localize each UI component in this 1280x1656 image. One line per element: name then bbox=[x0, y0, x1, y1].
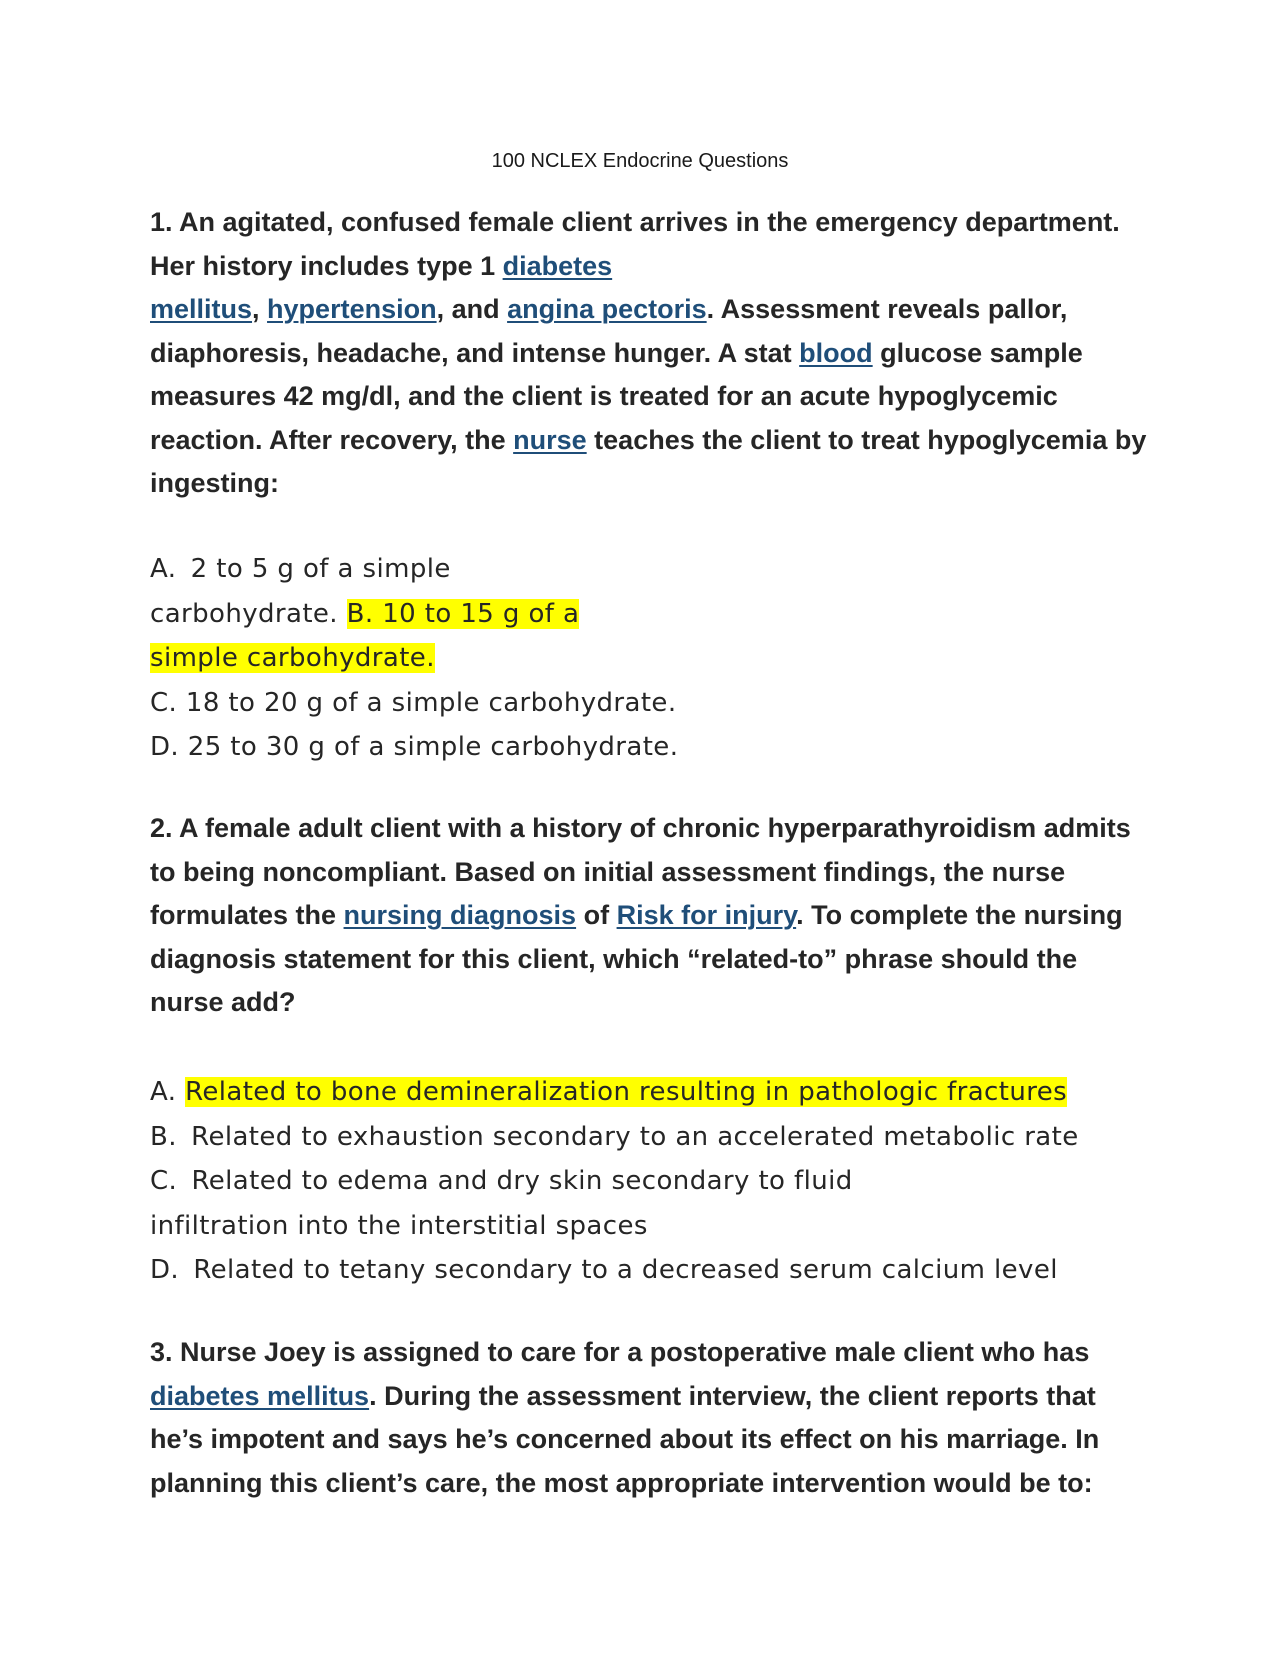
link-angina-pectoris[interactable]: angina pectoris bbox=[507, 294, 707, 324]
question-2-options bbox=[150, 1070, 1150, 1293]
question-2 bbox=[150, 807, 1150, 1025]
question-1 bbox=[150, 201, 1150, 506]
question-3-text-2: . During the assessment interview, the client reports that he’s impotent and says he’s concerned about its effect on his marriage. In planning this client’s care, the most appropriate intervention would be to: bbox=[150, 1380, 1100, 1498]
page-title: 100 NCLEX Endocrine Questions bbox=[491, 150, 789, 172]
option-1a-line-2 bbox=[150, 592, 1150, 637]
option-2b: B. Related to exhaustion secondary to an accelerated metabolic rate bbox=[150, 1121, 1079, 1152]
option-1c: C. 18 to 20 g of a simple carbohydrate. bbox=[150, 687, 677, 718]
option-1d: D. 25 to 30 g of a simple carbohydrate. bbox=[150, 732, 679, 762]
option-2c-line-1: C. Related to edema and dry skin secondary to fluid bbox=[150, 1166, 853, 1196]
link-hypertension[interactable]: hypertension bbox=[267, 294, 437, 324]
option-2a-prefix: A. bbox=[150, 1077, 186, 1107]
question-1-text-6: teaches the client to treat hypoglycemia by ingesting: bbox=[150, 424, 1147, 498]
link-risk-for-injury[interactable]: Risk for injury bbox=[616, 900, 797, 930]
question-3 bbox=[150, 1331, 1150, 1505]
option-1b-highlighted: B. 10 to 15 g of a bbox=[346, 598, 580, 629]
question-1-text-4: . Assessment reveals pallor, diaphoresis, headache, and intense hunger. A stat bbox=[150, 294, 1068, 368]
link-diabetes-mellitus[interactable]: diabetes mellitus bbox=[150, 1380, 370, 1411]
question-2-text-3: . To complete the nursing diagnosis statement for this client, which “related-to” phrase should the nurse add? bbox=[150, 900, 1123, 1017]
option-1a-text: carbohydrate. bbox=[150, 598, 347, 629]
option-2a-highlighted: Related to bone demineralization resulting in pathologic fractures bbox=[185, 1077, 1068, 1107]
option-2a bbox=[150, 1070, 1150, 1115]
question-2-text-2: of bbox=[576, 900, 617, 930]
link-mellitus[interactable]: mellitus bbox=[150, 294, 253, 324]
question-2-text-1: 2. A female adult client with a history of chronic hyperparathyroidism admits to being noncompliant. Based on initial assessment findings, the nurse formulates the bbox=[150, 813, 1131, 930]
question-1-text-1: 1. An agitated, confused female client arrives in the emergency department. Her history includes type 1 bbox=[150, 207, 1120, 281]
option-1a-line-1: A. 2 to 5 g of a simple bbox=[150, 554, 451, 584]
option-1b-line-2 bbox=[150, 636, 1150, 681]
question-1-text-2: , bbox=[252, 294, 268, 324]
question-1-options bbox=[150, 547, 1150, 770]
question-1-text-3: , and bbox=[436, 294, 508, 324]
option-1b-highlighted-2: simple carbohydrate. bbox=[150, 643, 435, 673]
link-diabetes[interactable]: diabetes bbox=[502, 250, 613, 281]
link-blood[interactable]: blood bbox=[799, 337, 873, 368]
link-nursing-diagnosis[interactable]: nursing diagnosis bbox=[343, 900, 577, 930]
option-2d: D. Related to tetany secondary to a decreased serum calcium level bbox=[150, 1255, 1058, 1285]
question-3-text-1: 3. Nurse Joey is assigned to care for a postoperative male client who has bbox=[150, 1337, 1090, 1367]
option-2c-line-2: infiltration into the interstitial spaces bbox=[150, 1210, 648, 1241]
link-nurse[interactable]: nurse bbox=[513, 424, 587, 455]
question-1-text-5: glucose sample measures 42 mg/dl, and the client is treated for an acute hypoglycemic reaction. After recovery, the bbox=[150, 337, 1083, 455]
